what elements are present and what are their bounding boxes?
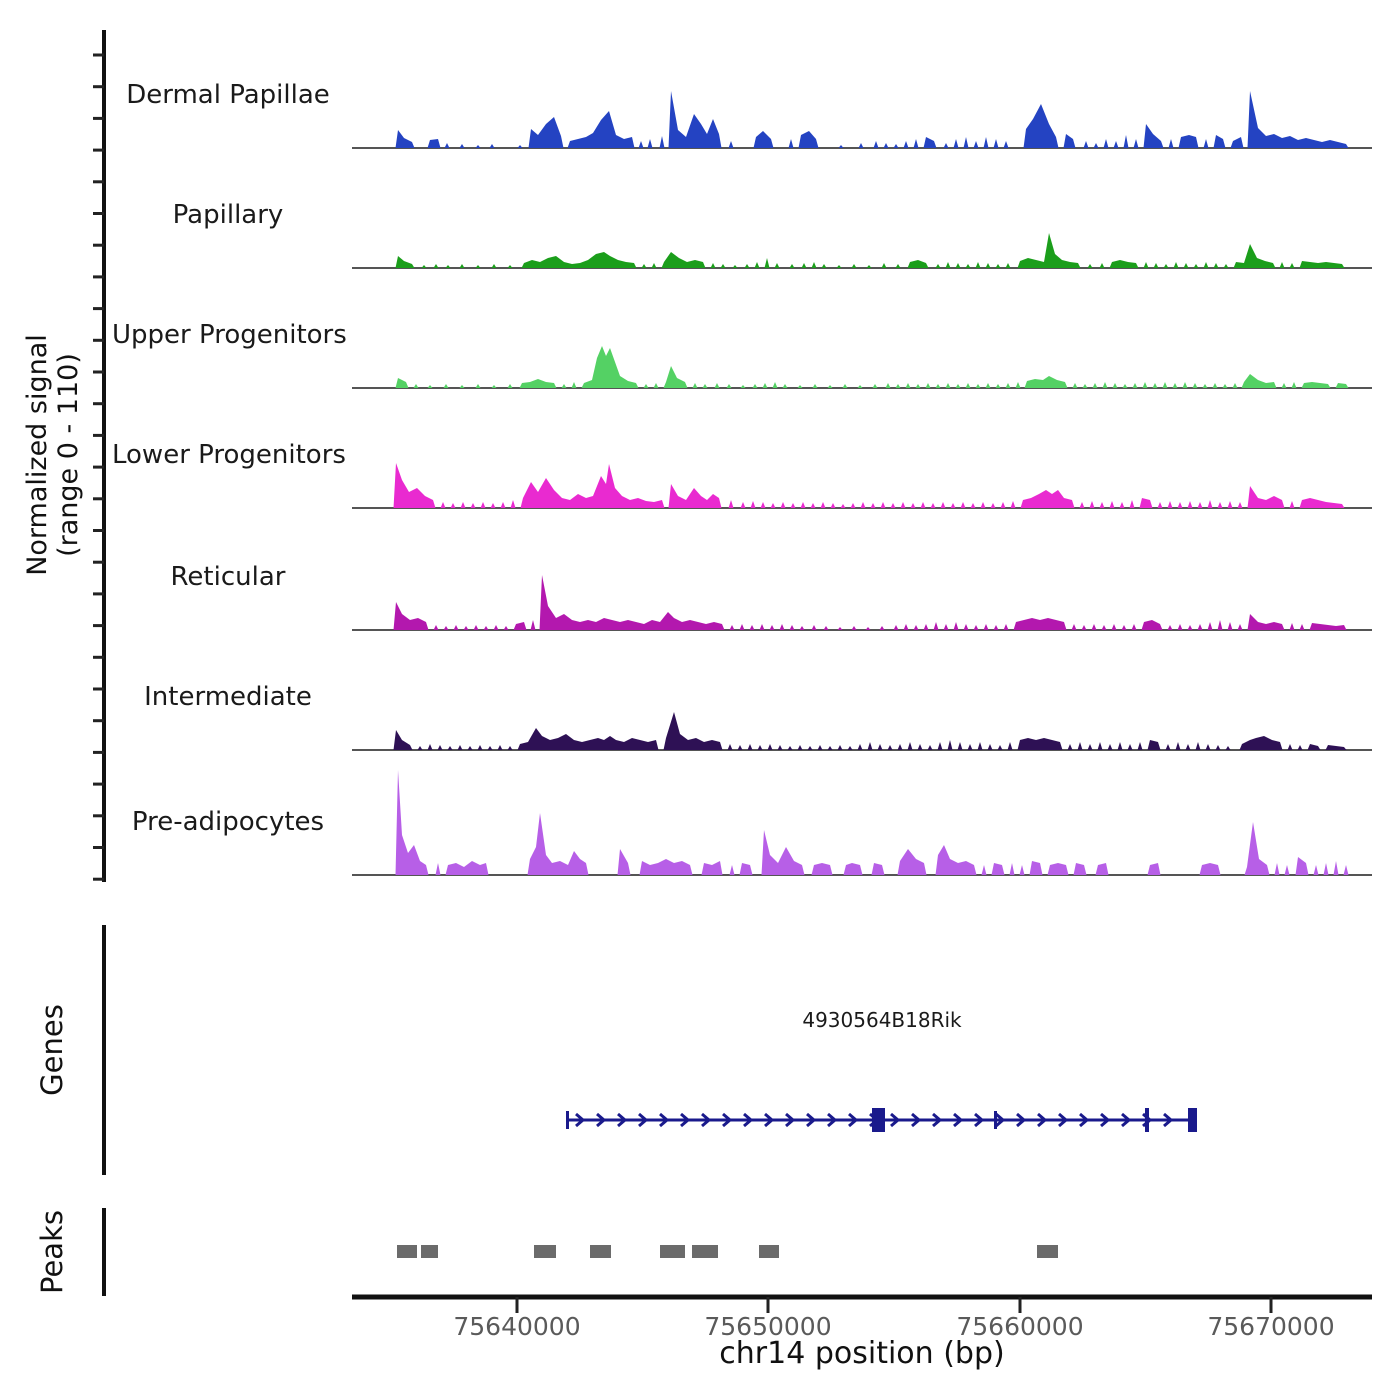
peak-box xyxy=(660,1245,685,1258)
exon-box xyxy=(1145,1108,1149,1132)
signal-track-pre-adipocytes xyxy=(352,765,1372,877)
exon-box xyxy=(566,1111,569,1129)
x-axis-title: chr14 position (bp) xyxy=(719,1336,1005,1371)
gene-model xyxy=(352,1098,1372,1142)
track-label-papillary: Papillary xyxy=(172,200,284,230)
exon-box xyxy=(1188,1108,1197,1132)
peak-box xyxy=(534,1245,556,1258)
y-axis-label-line2: (range 0 - 110) xyxy=(53,353,84,557)
track-label-dermal-papillae: Dermal Papillae xyxy=(126,80,330,110)
signal-area-papillary xyxy=(256,233,1373,268)
exon-box xyxy=(872,1108,885,1132)
peak-box xyxy=(590,1245,611,1258)
signal-track-lower-progenitors xyxy=(352,398,1372,510)
track-label-reticular: Reticular xyxy=(170,562,286,592)
signal-area-pre-adipocytes xyxy=(256,770,1373,875)
x-tick-label-75640000: 75640000 xyxy=(453,1312,581,1341)
y-axis-label-line1: Normalized signal xyxy=(22,334,53,576)
signal-area-reticular xyxy=(256,575,1373,630)
peaks-axis-line xyxy=(96,1206,110,1300)
peak-box xyxy=(759,1245,779,1258)
signal-track-reticular xyxy=(352,520,1372,632)
signal-area-upper-progenitors xyxy=(256,346,1373,388)
signal-area-dermal-papillae xyxy=(256,91,1373,148)
peak-box xyxy=(397,1245,417,1258)
peak-box xyxy=(1037,1245,1058,1258)
exon-box xyxy=(994,1111,997,1129)
peaks-track xyxy=(352,1244,1372,1260)
genes-axis-line xyxy=(96,922,110,1180)
gene-name-label: 4930564B18Rik xyxy=(802,1008,962,1032)
x-tick-label-75660000: 75660000 xyxy=(956,1312,1084,1341)
track-label-intermediate: Intermediate xyxy=(144,682,312,712)
track-label-pre-adipocytes: Pre-adipocytes xyxy=(131,807,325,837)
track-label-upper-progenitors: Upper Progenitors xyxy=(112,320,347,350)
y-axis-label xyxy=(22,155,86,755)
peak-box xyxy=(692,1245,718,1258)
signal-track-intermediate xyxy=(352,640,1372,752)
track-label-lower-progenitors: Lower Progenitors xyxy=(112,440,346,470)
signal-area-intermediate xyxy=(256,712,1373,750)
signal-area-lower-progenitors xyxy=(256,463,1373,508)
genes-section-label: Genes xyxy=(35,1004,69,1096)
peak-box xyxy=(421,1245,438,1258)
signal-track-dermal-papillae xyxy=(352,38,1372,150)
signal-track-papillary xyxy=(352,158,1372,270)
signal-track-upper-progenitors xyxy=(352,278,1372,390)
x-tick-label-75650000: 75650000 xyxy=(704,1312,832,1341)
signal-y-axis xyxy=(88,26,110,886)
x-tick-label-75670000: 75670000 xyxy=(1207,1312,1335,1341)
peaks-section-label: Peaks xyxy=(35,1210,69,1294)
